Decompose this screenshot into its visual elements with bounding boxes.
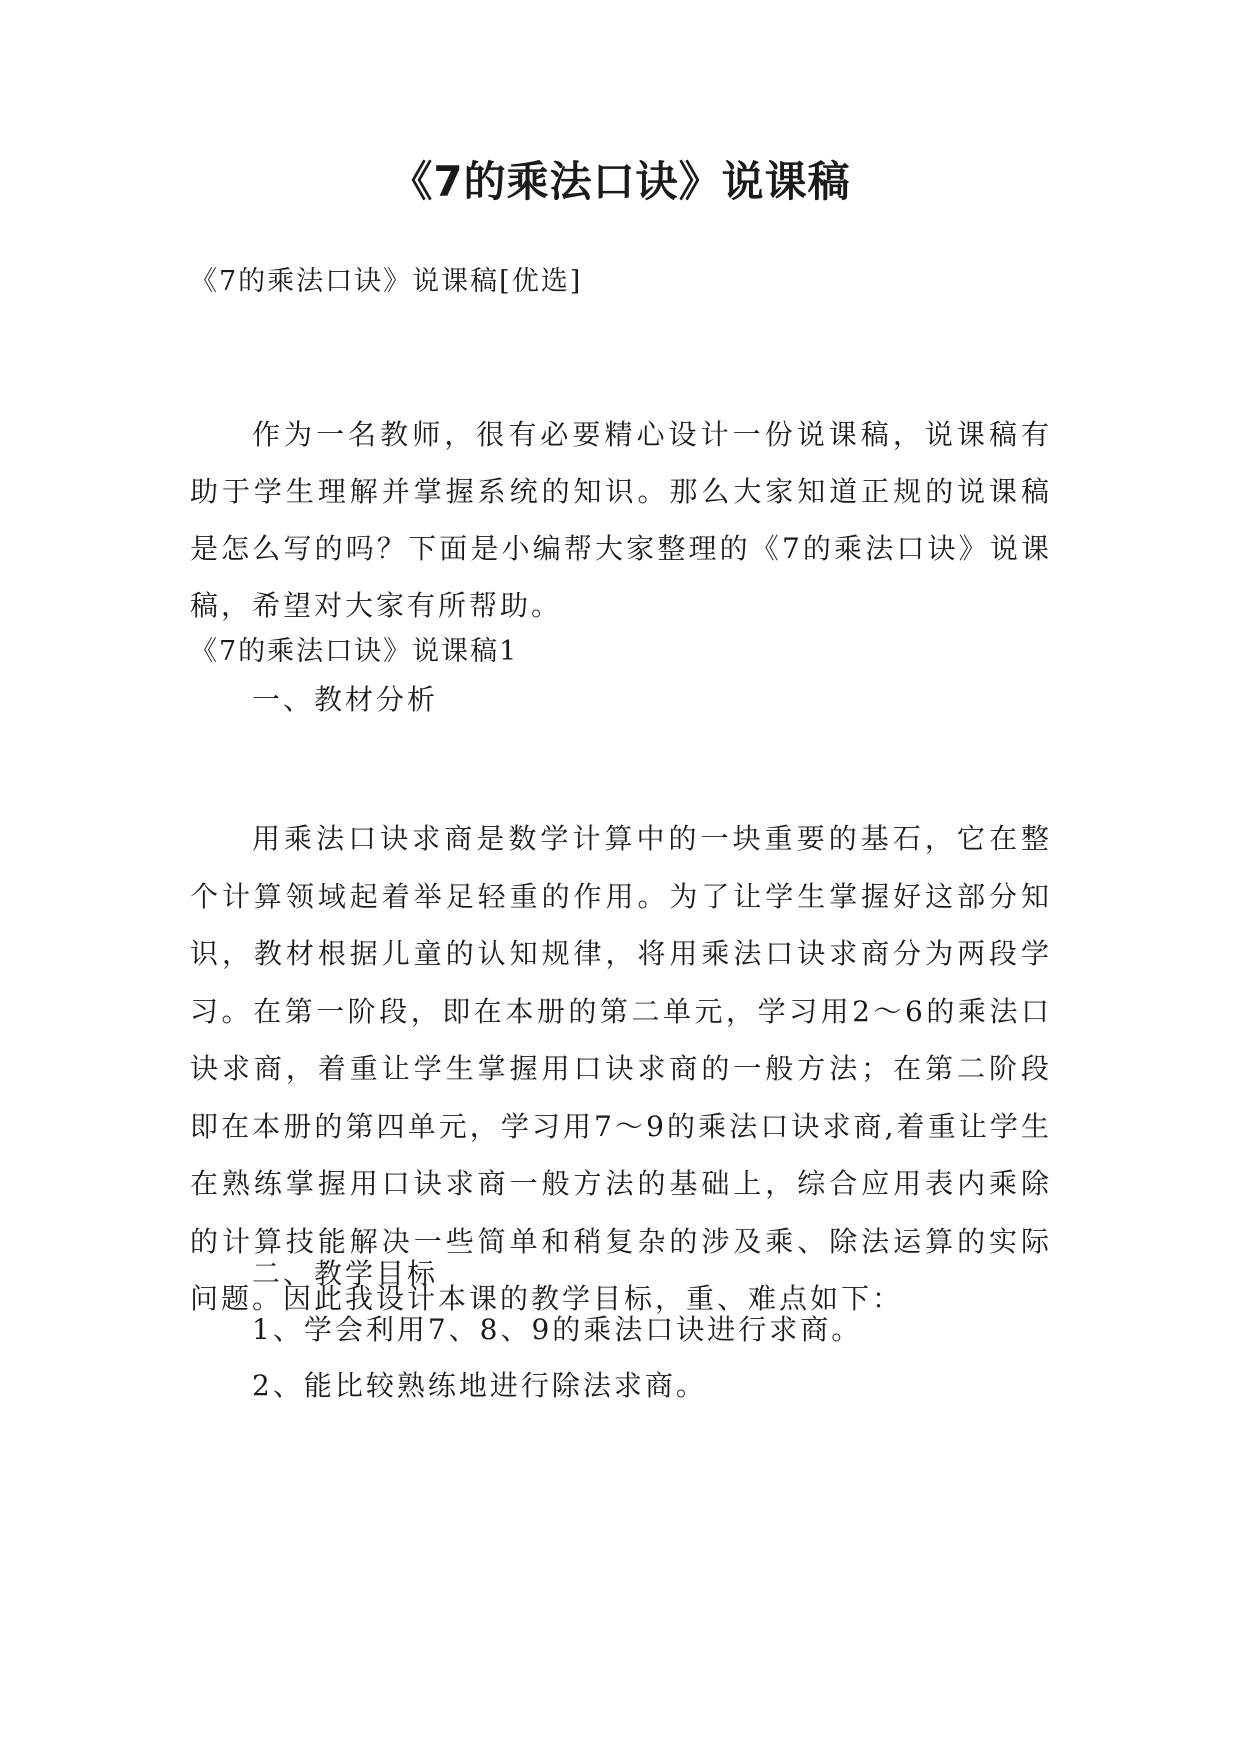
document-subtitle: 《7的乘法口诀》说课稿[优选]: [190, 266, 583, 297]
analysis-paragraph: 用乘法口诀求商是数学计算中的一块重要的基石，它在整个计算领域起着举足轻重的作用。为了让学生掌握好这部分知识，教材根据儿童的认知规律，将用乘法口诀求商分为两段学习。在第一阶段，即在本册的第二单元，学习用2～6的乘法口诀求商，着重让学生掌握用口诀求商的一般方法；在第二阶段即在本册的第四单元，学习用7～9的乘法口诀求商,着重让学生在熟练掌握用口诀求商一般方法的基础上，综合应用表内乘除的计算技能解决一些简单和稍复杂的涉及乘、除法运算的实际问题。因此我设计本课的教学目标，重、难点如下：: [190, 822, 1052, 1315]
part-one-heading: 一、教材分析: [252, 683, 439, 716]
intro-paragraph: 作为一名教师，很有必要精心设计一份说课稿，说课稿有助于学生理解并掌握系统的知识。那么大家知道正规的说课稿是怎么写的吗？下面是小编帮大家整理的《7的乘法口诀》说课稿，希望对大家有所帮助。: [190, 418, 1052, 622]
part-two-heading: 二、教学目标: [252, 1257, 439, 1290]
goal-item: 1、学会利用7、8、9的乘法口诀进行求商。: [252, 1313, 863, 1346]
section-heading: 《7的乘法口诀》说课稿1: [190, 636, 519, 667]
document-title: 《7的乘法口诀》说课稿: [390, 157, 851, 206]
goal-item: 2、能比较熟练地进行除法求商。: [252, 1369, 707, 1402]
